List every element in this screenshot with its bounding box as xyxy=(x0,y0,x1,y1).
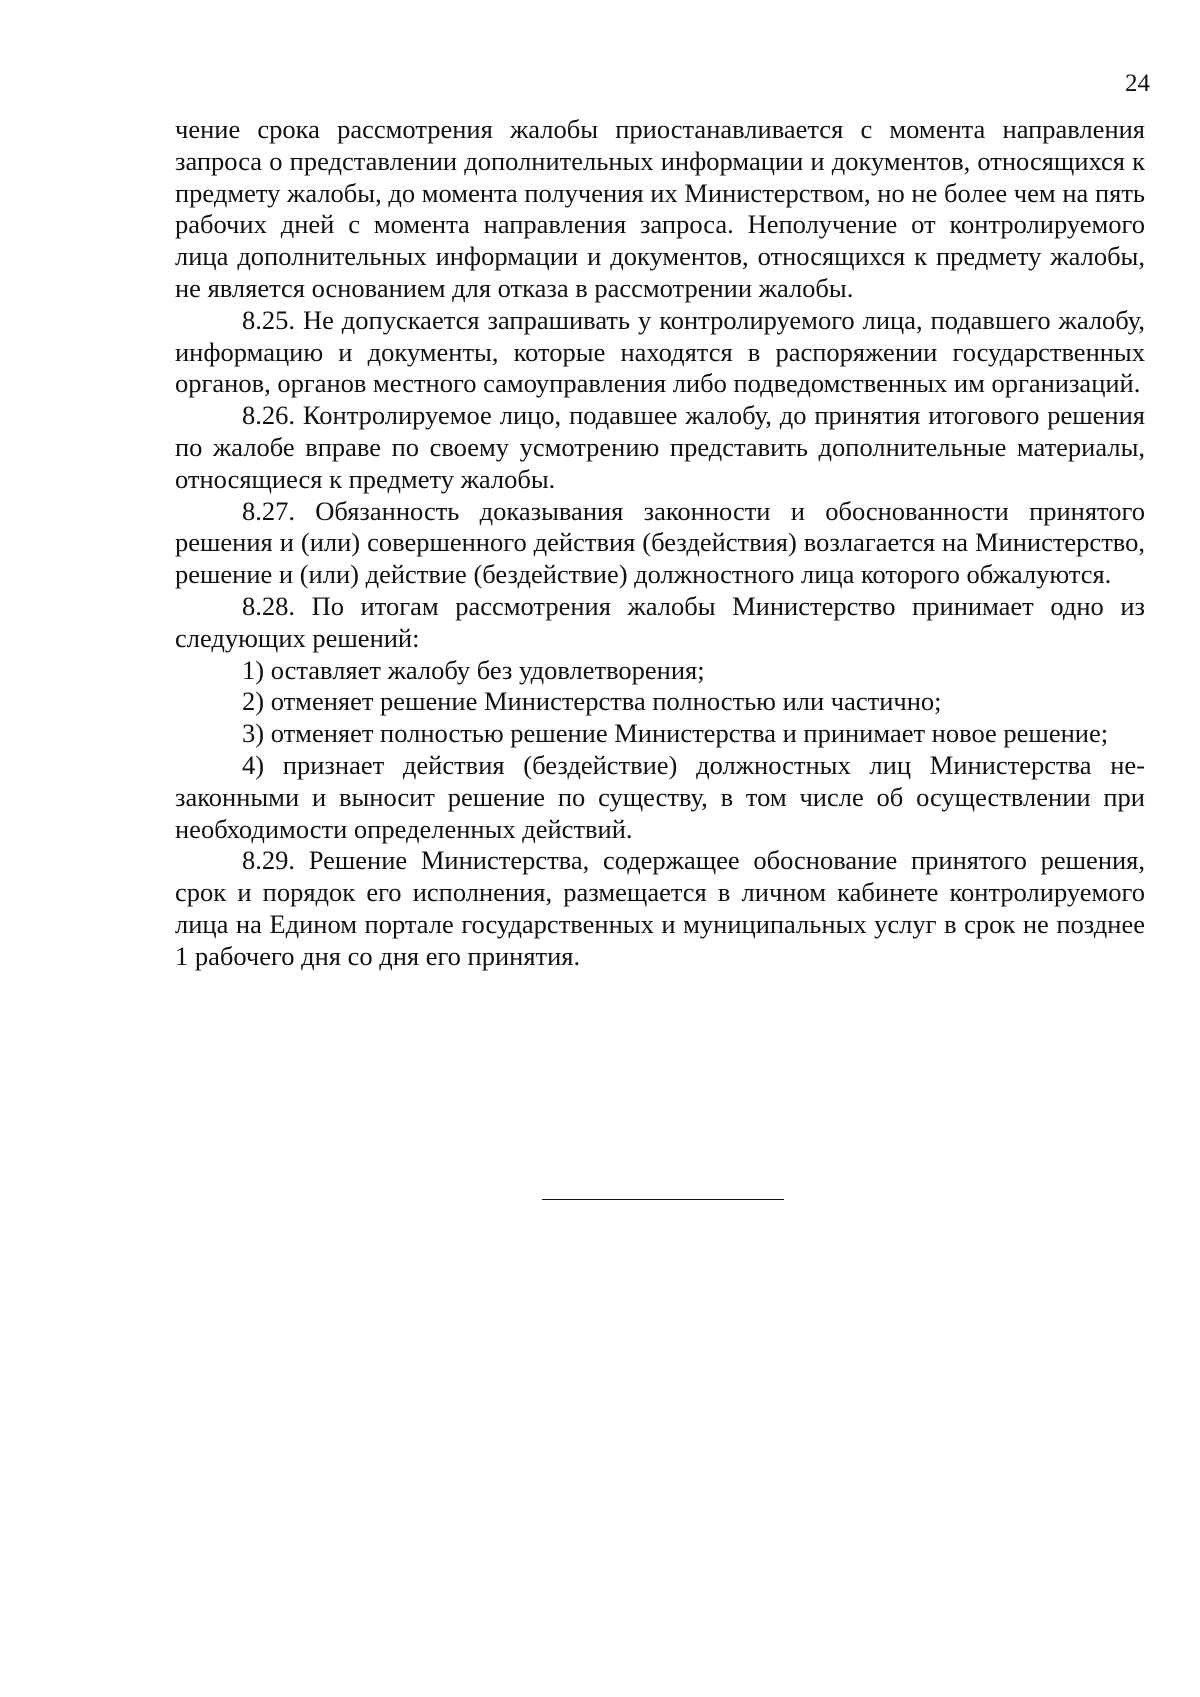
list-item-4: 4) признает действия (бездействие) должностных лиц Министерства незаконными и выносит решение по существу, в том числе об осуществлении при необходимости определенных действий. xyxy=(175,749,1145,844)
list-item-1: 1) оставляет жалобу без удовлетворения; xyxy=(242,654,705,685)
paragraph-8-25: 8.25. Не допускается запрашивать у контролируемого лица, подавшего жалобу, информацию и документы, которые находятся в распоряжении государственных органов, органов местного самоуправления либо подведомственных им организаций. xyxy=(175,304,1145,399)
paragraph-8-26: 8.26. Контролируемое лицо, подавшее жалобу, до принятия итогового решения по жалобе вправе по своему усмотрению представить дополнительные материалы, относящиеся к предмету жалобы. xyxy=(175,400,1145,494)
document-body xyxy=(175,114,1145,973)
paragraph-continuation: чение срока рассмотрения жалобы приостанавливается с момента направления запроса о представлении дополнительных информации и документов, относящихся к предмету жалобы, до момента получения их Министерством, но не более чем на пять рабочих дней с момента направления запроса. Неполучение от контролируемого лица дополнительных информации и документов, относящихся к предмету жалобы, не является основанием для отказа в рассмотрении жалобы. xyxy=(175,114,1145,303)
paragraph-8-28: 8.28. По итогам рассмотрения жалобы Министерство принимает одно из следующих решений: xyxy=(175,590,1145,653)
list-item-2: 2) отменяет решение Министерства полностью или частично; xyxy=(242,686,942,717)
paragraph-8-27: 8.27. Обязанность доказывания законности и обоснованности принятого решения и (или) совершенного действия (бездействия) возлагается на Министерство, решение и (или) действие (бездействие) должностного лица которого обжалуются. xyxy=(175,495,1145,590)
end-of-document-rule xyxy=(542,1199,784,1200)
paragraph-8-29: 8.29. Решение Министерства, содержащее обоснование принятого решения, срок и порядок его исполнения, размещается в личном кабинете контролируемого лица на Едином портале государственных и муниципальных услуг в срок не позднее 1 рабочего дня со дня его принятия. xyxy=(175,845,1145,971)
list-item-3: 3) отменяет полностью решение Министерства и принимает новое решение; xyxy=(242,718,1109,749)
page-number: 24 xyxy=(1125,70,1150,97)
